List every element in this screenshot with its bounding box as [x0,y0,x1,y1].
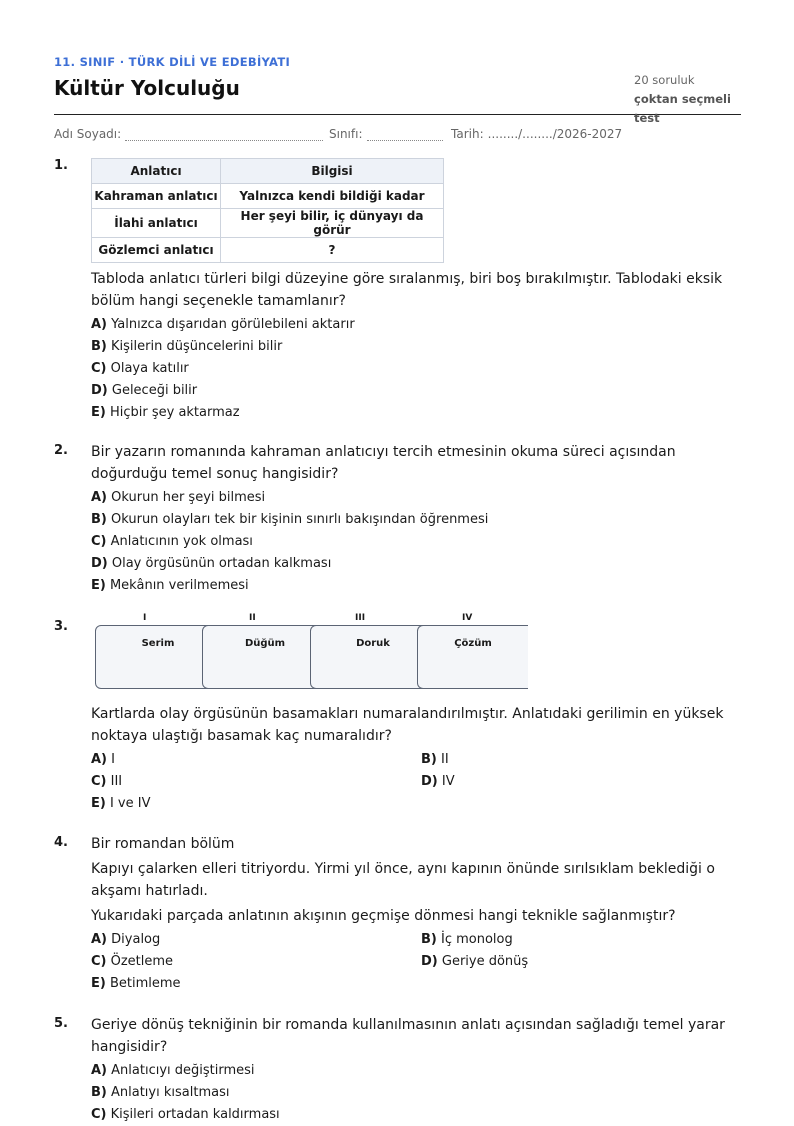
option-letter: B) [91,339,107,354]
option-c[interactable] [91,951,421,973]
date-value[interactable]: ......../......../2026-2027 [487,127,623,141]
options-grid [91,929,741,995]
card-label: Çözüm [454,638,492,649]
class-blank[interactable] [367,130,443,141]
question-stem: Yukarıdaki parçada anlatının akışının geçmişe dönmesi hangi teknikle sağlanmıştır? [91,908,676,924]
name-field[interactable] [54,127,323,141]
question-number: 3. [54,619,68,634]
option-text: Anlatıyı kısaltması [111,1085,230,1100]
option-letter: D) [91,556,108,571]
option-text: I [111,752,115,767]
course-label: 11. SINIF · TÜRK DİLİ VE EDEBİYATI [54,55,291,69]
option-letter: A) [91,490,108,505]
option-letter: A) [91,1063,108,1078]
option-d[interactable] [421,771,741,793]
options-list [91,749,741,815]
question-stem: Bir yazarın romanında kahraman anlatıcıyı tercih etmesinin okuma süreci açısından doğurduğu temel sonuç hangisidir? [91,444,676,482]
option-text: Kişilerin düşüncelerini bilir [111,339,283,354]
option-letter: C) [91,1107,107,1122]
question-number: 4. [54,835,68,850]
option-letter: D) [421,774,438,789]
option-a[interactable] [91,314,741,336]
option-b[interactable] [421,749,741,771]
option-letter: E) [91,578,106,593]
class-field[interactable] [329,127,443,141]
option-a[interactable] [91,487,741,509]
class-label: Sınıfı: [329,127,363,141]
table-cell: İlahi anlatıcı [92,209,221,238]
options-grid [91,749,741,815]
card-roman-numeral: III [355,613,366,623]
table-row [92,238,444,263]
narrator-table [91,158,444,263]
card-roman-numeral: II [249,613,256,623]
option-letter: B) [421,932,437,947]
option-text: Diyalog [111,932,161,947]
worksheet-page [54,0,741,1122]
option-letter: A) [91,317,108,332]
date-label: Tarih: [451,127,484,141]
option-letter: B) [91,512,107,527]
option-letter: E) [91,796,106,811]
table-cell: Gözlemci anlatıcı [92,238,221,263]
option-letter: C) [91,774,107,789]
option-c[interactable] [91,531,741,553]
table-header-cell: Anlatıcı [92,159,221,184]
question-body [91,833,741,995]
table-row [92,184,444,209]
question-body [91,441,741,597]
date-field[interactable] [451,127,622,141]
option-text: Geriye dönüş [441,954,529,969]
option-c[interactable] [91,771,421,793]
question-body [91,158,741,424]
option-letter: E) [91,976,106,991]
table-header-row [92,159,444,184]
option-letter: C) [91,954,107,969]
option-text: Okurun olayları tek bir kişinin sınırlı bakışından öğrenmesi [111,512,489,527]
option-letter: D) [421,954,438,969]
option-letter: A) [91,932,108,947]
page-title: Kültür Yolculuğu [54,76,240,100]
option-letter: D) [91,383,108,398]
option-d[interactable] [421,951,741,973]
option-letter: C) [91,534,107,549]
question-stem: Kartlarda olay örgüsünün basamakları numaralandırılmıştır. Anlatıdaki gerilimin en yüksek noktaya ulaştığı basamak kaç numaralıdır? [91,706,724,744]
card-roman-numeral: I [143,613,147,623]
option-d[interactable] [91,380,741,402]
plot-stage-cards [91,613,531,703]
option-e[interactable] [91,402,741,424]
option-text: Mekânın verilmemesi [109,578,249,593]
options-list [91,1060,741,1126]
option-c[interactable] [91,358,741,380]
option-letter: B) [91,1085,107,1100]
option-b[interactable] [91,1082,741,1104]
option-letter: C) [91,361,107,376]
option-text: Yalnızca dışarıdan görülebileni aktarır [111,317,355,332]
option-letter: B) [421,752,437,767]
question-body [91,1014,741,1126]
passage-text: Kapıyı çalarken elleri titriyordu. Yirmi yıl önce, aynı kapının önünde sırılsıklam beklediği o akşamı hatırladı. [91,861,715,899]
option-d[interactable] [91,553,741,575]
option-letter: A) [91,752,108,767]
question-count: 20 soruluk [634,73,695,87]
name-label: Adı Soyadı: [54,127,122,141]
table-cell: Yalnızca kendi bildiği kadar [221,184,444,209]
passage-source: Bir romandan bölüm [91,836,235,852]
question-body [91,613,741,815]
option-text: II [441,752,449,767]
option-text: IV [441,774,455,789]
table-row [92,209,444,238]
option-b[interactable] [421,929,741,951]
card-label: Düğüm [244,638,286,649]
options-list [91,487,741,597]
option-text: I ve IV [109,796,151,811]
plot-card [417,625,528,689]
option-text: Anlatıcıyı değiştirmesi [111,1063,255,1078]
option-a[interactable] [91,1060,741,1082]
question-number: 2. [54,443,68,458]
question-number: 5. [54,1016,68,1031]
table-cell: ? [221,238,444,263]
option-text: Olay örgüsünün ortadan kalkması [111,556,332,571]
card-label: Doruk [356,638,390,649]
page-header [54,0,741,125]
question-stem: Geriye dönüş tekniğinin bir romanda kullanılmasının anlatı açısından sağladığı temel yarar hangisidir? [91,1017,725,1055]
option-letter: E) [91,405,106,420]
test-type: çoktan seçmeli test [634,92,731,125]
option-text: Anlatıcının yok olması [110,534,253,549]
student-fields [54,115,741,153]
option-a[interactable] [91,749,421,771]
option-text: Geleceği bilir [111,383,198,398]
options-list [91,929,741,995]
option-text: Özetleme [110,954,174,969]
card-roman-numeral: IV [462,613,473,623]
option-text: Olaya katılır [110,361,189,376]
option-a[interactable] [91,929,421,951]
option-e[interactable] [91,973,421,995]
table-cell: Kahraman anlatıcı [92,184,221,209]
question-number: 1. [54,158,68,173]
option-e[interactable] [91,575,741,597]
table-cell: Her şeyi bilir, iç dünyayı da görür [221,209,444,238]
question-stem: Tabloda anlatıcı türleri bilgi düzeyine göre sıralanmış, biri boş bırakılmıştır. Tablodaki eksik bölüm hangi seçenekle tamamlanır? [91,271,723,309]
option-text: İç monolog [441,932,513,947]
option-e[interactable] [91,793,421,815]
card-label: Serim [141,638,175,649]
option-b[interactable] [91,336,741,358]
option-text: Hiçbir şey aktarmaz [109,405,240,420]
option-text: III [110,774,123,789]
option-text: Okurun her şeyi bilmesi [111,490,266,505]
option-text: Kişileri ortadan kaldırması [110,1107,280,1122]
name-blank[interactable] [125,130,323,141]
option-b[interactable] [91,509,741,531]
options-list [91,314,741,424]
option-text: Betimleme [109,976,181,991]
table-header-cell: Bilgisi [221,159,444,184]
